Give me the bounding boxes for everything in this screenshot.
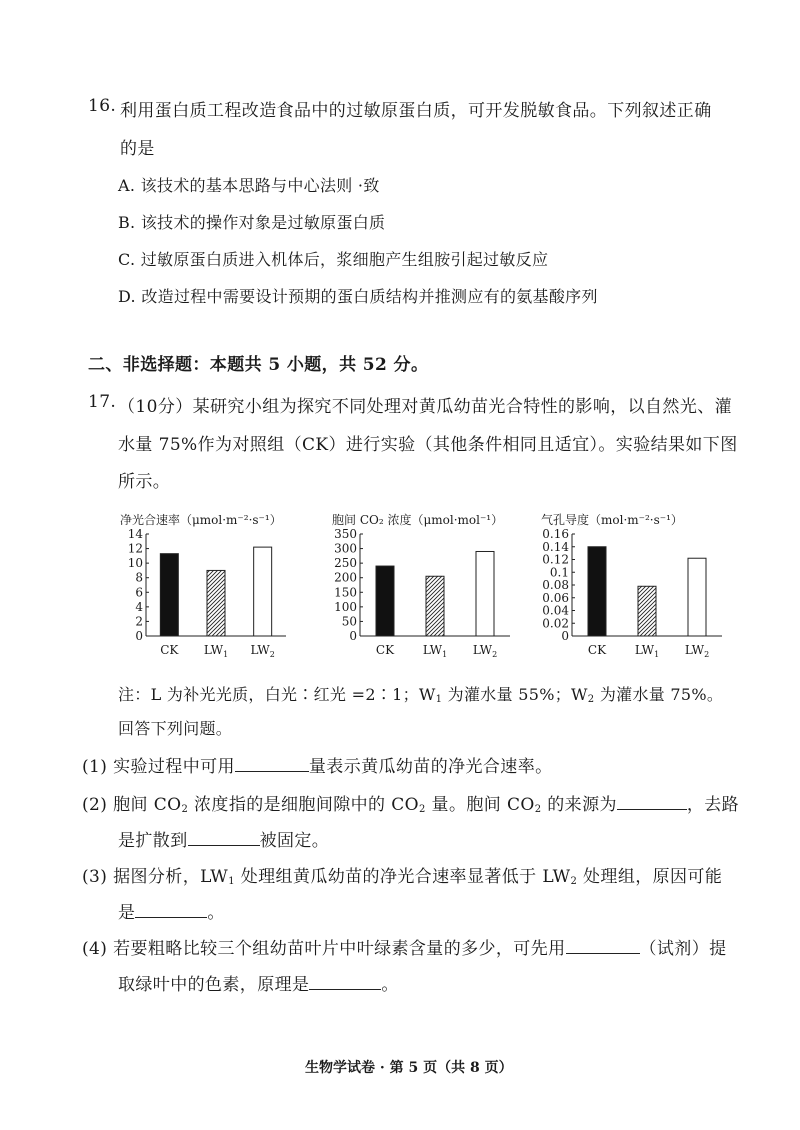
option-text: 该技术的基本思路与中心法则 ·致: [140, 176, 380, 195]
y-tick-label: 0.1: [549, 565, 569, 580]
y-tick-label: 0.02: [542, 616, 569, 631]
bar-1: [588, 547, 606, 636]
option-text: 改造过程中需要设计预期的蛋白质结构并推测应有的氨基酸序列: [141, 287, 598, 306]
section2-heading: 二、非选择题：本题共 5 小题，共 52 分。: [88, 355, 429, 375]
x-category-label: $LW_1$: [422, 643, 448, 659]
subq4-line2-a: 取绿叶中的色素，原理是: [118, 975, 310, 995]
x-category-subscript: 1: [654, 650, 660, 659]
subq2-blank1[interactable]: [617, 795, 687, 810]
subq3-line2-a: 是: [118, 903, 136, 923]
subq2-line2-b: 被固定。: [259, 831, 330, 851]
y-tick-label: 50: [341, 614, 357, 629]
subq3-text-a: 据图分析，LW: [113, 867, 229, 887]
answer-intro: 回答下列问题。: [118, 719, 233, 738]
note-sub2: 2: [587, 694, 595, 705]
page-footer: 生物学试卷 · 第 5 页（共 8 页）: [305, 1060, 513, 1076]
bar-3: [688, 558, 706, 636]
x-category-label: $LW_2$: [250, 643, 275, 659]
y-tick-label: 10: [127, 556, 143, 571]
subq1-blank[interactable]: [235, 757, 309, 772]
y-tick-label: 300: [334, 541, 357, 556]
bar-2: [207, 570, 225, 636]
x-category-label: CK: [375, 643, 395, 657]
subq3-line2: [118, 898, 225, 923]
subq3-num: (3): [82, 867, 108, 887]
note-sub1: 1: [435, 694, 443, 705]
subq2-text-d: 的来源为: [541, 795, 617, 815]
x-category-subscript: 1: [442, 650, 448, 659]
subq3-line1: [82, 862, 722, 887]
x-category-subscript: 2: [269, 650, 275, 659]
y-tick-label: 0: [561, 629, 569, 643]
subq1-text-b: 量表示黄瓜幼苗的净光合速率。: [308, 757, 553, 777]
q16-option-d: [118, 284, 598, 307]
y-tick-label: 100: [334, 599, 357, 614]
x-category-subscript: 2: [704, 650, 710, 659]
subq1-text-a: 实验过程中可用: [113, 757, 235, 777]
q16-stem-line1: 利用蛋白质工程改造食品中的过敏原蛋白质，可开发脱敏食品。下列叙述正确: [120, 101, 712, 121]
y-tick-label: 0.06: [542, 590, 569, 605]
bar-2: [426, 576, 444, 636]
note-l-text: L 为补光光质，白光∶红光 =2∶1；W: [150, 685, 436, 704]
chart1-svg: [108, 528, 308, 668]
y-tick-label: 250: [334, 556, 357, 571]
note-suffix: 为灌水量 75%。: [594, 685, 724, 704]
bar-2: [638, 586, 656, 636]
chart1-title: 净光合速率（μmol·m⁻²·s⁻¹）: [120, 513, 282, 527]
y-tick-label: 0: [349, 629, 357, 643]
subq2-line1: [82, 790, 739, 815]
y-tick-label: 0.14: [542, 539, 569, 554]
x-category-subscript: 2: [492, 650, 498, 659]
q17-line3: 所示。: [118, 472, 171, 492]
y-tick-label: 0.08: [542, 578, 569, 592]
x-category-label: CK: [160, 643, 179, 657]
y-tick-label: 200: [334, 570, 357, 585]
q16-option-b: [118, 210, 385, 233]
subq2-line2: [118, 826, 329, 851]
subq4-text-b: （试剂）提: [639, 939, 727, 959]
option-label: B.: [118, 213, 136, 232]
subq2-sub-b: 2: [418, 804, 426, 815]
subq1: [82, 752, 553, 777]
option-text: 该技术的操作对象是过敏原蛋白质: [140, 213, 386, 232]
subq4-line2: [118, 970, 399, 995]
option-label: C.: [118, 250, 136, 269]
q16-number: 16.: [88, 96, 117, 116]
chart3-title: 气孔导度（mol·m⁻²·s⁻¹）: [541, 513, 683, 527]
bar-3: [476, 551, 494, 636]
y-tick-label: 0: [135, 629, 143, 643]
x-category-subscript: 1: [223, 650, 229, 659]
subq2-text-a: 胞间 CO: [113, 795, 182, 815]
q16-option-c: [118, 247, 548, 270]
subq4-blank1[interactable]: [566, 939, 640, 954]
subq3-text-c: 处理组，原因可能: [577, 867, 723, 887]
subq4-line2-b: 。: [381, 975, 399, 995]
bar-3: [254, 547, 272, 636]
q17-number: 17.: [88, 392, 117, 412]
bar-1: [160, 554, 178, 636]
subq2-sub-a: 2: [181, 804, 189, 815]
subq4-line1: [82, 934, 727, 959]
x-category-label: $LW_1$: [203, 643, 229, 659]
q17-note: [118, 682, 723, 705]
subq2-text-b: 浓度指的是细胞间隙中的 CO: [188, 795, 419, 815]
subq1-num: (1): [82, 757, 108, 777]
note-mid: 为灌水量 55%；W: [442, 685, 588, 704]
y-tick-label: 150: [334, 585, 357, 600]
subq2-text-e: ，去路: [686, 795, 740, 815]
subq2-num: (2): [82, 795, 108, 815]
y-tick-label: 0.16: [542, 528, 569, 541]
y-tick-label: 0.12: [542, 552, 569, 567]
option-label: D.: [118, 287, 136, 306]
q16-option-a: [118, 173, 380, 196]
x-category-label: $LW_2$: [472, 643, 498, 659]
y-tick-label: 0.04: [542, 603, 569, 618]
subq3-sub-a: 1: [228, 876, 235, 887]
y-tick-label: 2: [135, 614, 143, 629]
x-category-label: $LW_1$: [634, 643, 660, 659]
option-text: 过敏原蛋白质进入机体后，浆细胞产生组胺引起过敏反应: [140, 250, 549, 269]
q16-stem-line2: 的是: [120, 139, 155, 159]
y-tick-label: 8: [135, 570, 143, 585]
y-tick-label: 4: [135, 599, 143, 614]
subq2-text-c: 量。胞间 CO: [425, 795, 535, 815]
subq2-blank2[interactable]: [188, 831, 260, 846]
y-tick-label: 14: [127, 528, 143, 541]
subq3-blank[interactable]: [135, 903, 207, 918]
y-tick-label: 6: [135, 585, 143, 600]
subq2-sub-c: 2: [534, 804, 542, 815]
subq2-line2-a: 是扩散到: [118, 831, 188, 851]
subq4-blank2[interactable]: [309, 975, 381, 990]
x-category-label: $LW_2$: [684, 643, 710, 659]
subq4-num: (4): [82, 939, 108, 959]
option-label: A.: [118, 176, 136, 195]
note-prefix: 注：: [118, 685, 151, 704]
x-category-label: CK: [587, 643, 607, 657]
bar-1: [376, 566, 394, 636]
subq3-text-b: 处理组黄瓜幼苗的净光合速率显著低于 LW: [234, 867, 571, 887]
subq4-text-a: 若要粗略比较三个组幼苗叶片中叶绿素含量的多少，可先用: [113, 939, 566, 959]
y-tick-label: 12: [127, 541, 143, 556]
y-tick-label: 350: [334, 528, 357, 541]
subq3-sub-b: 2: [570, 876, 578, 887]
subq3-line2-b: 。: [207, 903, 225, 923]
chart2-title: 胞间 CO₂ 浓度（μmol·mol⁻¹）: [332, 513, 504, 527]
chart2-svg: [318, 528, 528, 668]
q17-line2: 水量 75%作为对照组（CK）进行实验（其他条件相同且适宜）。实验结果如下图: [118, 435, 738, 455]
q17-line1: （10分）某研究小组为探究不同处理对黄瓜幼苗光合特性的影响，以自然光、灌: [118, 397, 733, 417]
chart3-svg: [528, 528, 738, 668]
